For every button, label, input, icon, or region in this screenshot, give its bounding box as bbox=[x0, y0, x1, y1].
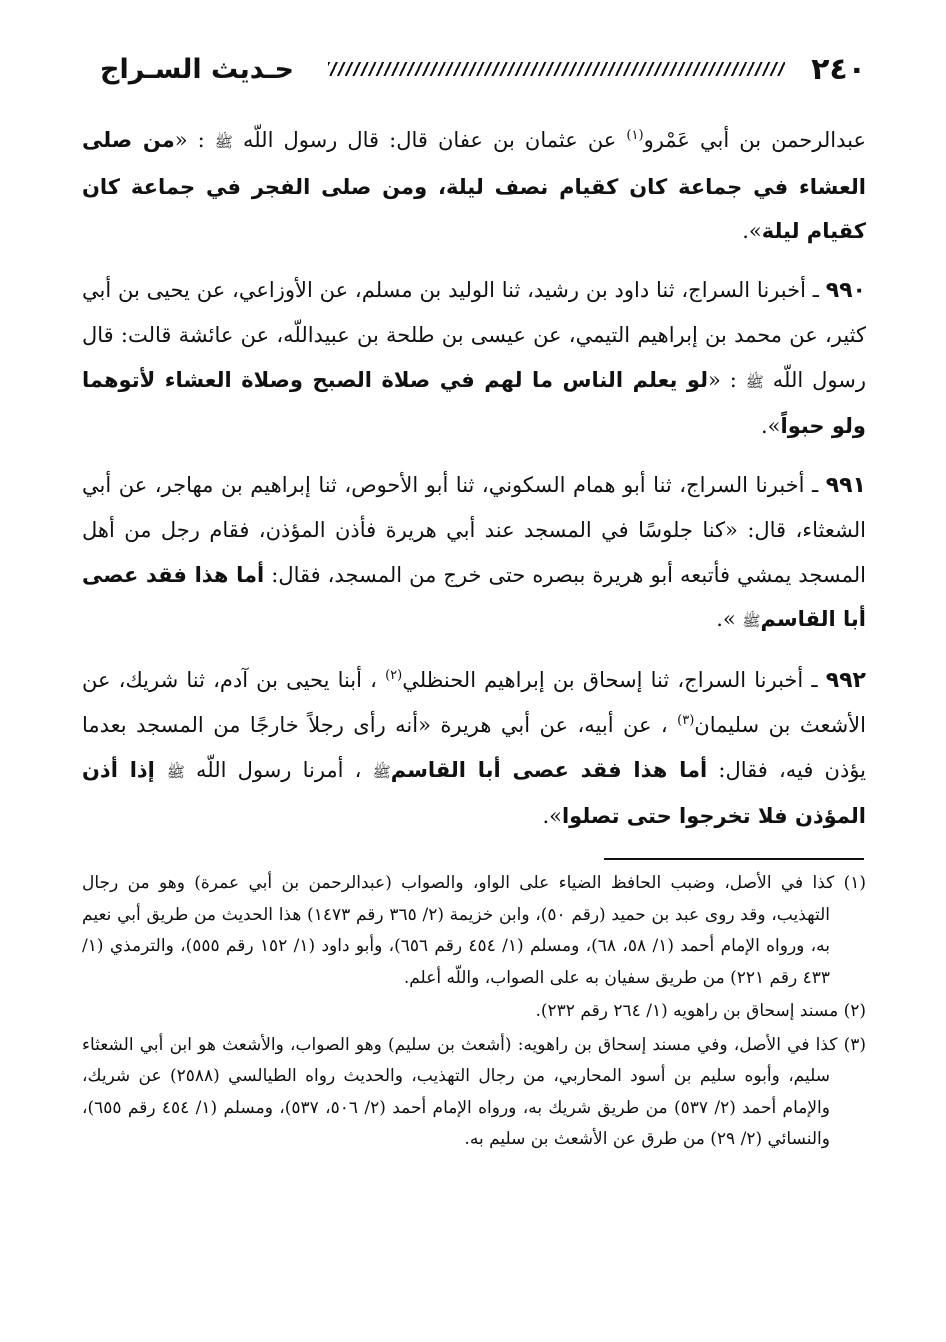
hadith-matn: أما هذا فقد عصى أبا القاسم bbox=[390, 757, 708, 782]
hadith-matn: من صلى العشاء في جماعة كان كقيام نصف ليلة، ومن صلى الفجر في جماعة كان كقيام ليلة bbox=[82, 128, 866, 243]
text-run: ». bbox=[716, 607, 743, 631]
page-number: ٢٤٠ bbox=[811, 51, 866, 87]
page-header bbox=[100, 44, 866, 94]
text-run: عبدالرحمن بن أبي عَمْرو bbox=[643, 128, 866, 152]
hadith-991 bbox=[82, 463, 866, 644]
footnote-marker: (١) bbox=[843, 873, 866, 893]
text-run: ». bbox=[742, 219, 762, 243]
footnote-text: كذا في الأصل، وضبب الحافظ الضياء على الواو، والصواب (عبدالرحمن بن أبي عمرة) وهو من رجال التهذيب، وقد روى عبد بن حميد (رقم ٥٠)، وابن خزيمة (٢/ ٣٦٥ رقم ١٤٧٣) هذا الحديث من طريق أبي نعيم به، ورواه الإمام أحمد (١/ ٥٨، ٦٨)، ومسلم (١/ ٤٥٤ رقم ٦٥٦)، وأبو داود (١/ ١٥٢ رقم ٥٥٥)، والترمذي (١/ ٤٣٣ رقم ٢٢١) من طريق سفيان به على الصواب، واللّه أعلم. bbox=[82, 873, 844, 988]
salawat-glyph: ﷺ bbox=[742, 612, 761, 630]
footnote-1 bbox=[82, 868, 866, 994]
salawat-glyph: ﷺ bbox=[166, 762, 185, 781]
footnote-2 bbox=[82, 996, 866, 1028]
text-run: : « bbox=[174, 128, 215, 152]
text-run: عن عثمان بن عفان قال: قال رسول اللّه bbox=[232, 128, 627, 152]
footnote-marker: (٣) bbox=[843, 1034, 866, 1055]
hadith-matn: أما هذا فقد عصى أبا القاسم bbox=[82, 562, 866, 631]
footnote-ref-2: (٢) bbox=[385, 667, 403, 683]
footnote-ref-3: (٣) bbox=[677, 713, 695, 728]
hadith-990 bbox=[82, 268, 866, 449]
footnote-separator bbox=[604, 858, 864, 860]
paragraph-continuation bbox=[82, 118, 866, 254]
hadith-matn: لو يعلم الناس ما لهم في صلاة الصبح وصلاة العشاء لأتوهما ولو حبواً bbox=[82, 367, 866, 438]
salawat-glyph: ﷺ bbox=[372, 762, 391, 781]
footnotes bbox=[82, 868, 866, 1158]
text-run: : « bbox=[707, 367, 746, 392]
footnote-3 bbox=[82, 1030, 866, 1156]
header-decorative-rule bbox=[328, 62, 785, 76]
footnote-ref-1: (١) bbox=[626, 128, 644, 143]
isnad-text: ، أبنا يحيى بن آدم، ثنا شريك، عن الأشعث بن سليمان bbox=[82, 667, 866, 737]
salawat-glyph: ﷺ bbox=[214, 133, 233, 151]
isnad-text: ـ أخبرنا السراج، ثنا أبو همام السكوني، ثنا أبو الأحوص، ثنا إبراهيم بن مهاجر، عن أبي الشعثاء، قال: «كنا جلوسًا في المسجد عند أبي هريرة فأذن المؤذن، فقام رجل من أهل المسجد يمشي فأتبعه أبو هريرة ببصره حتى خرج من المسجد، فقال: bbox=[82, 472, 866, 587]
hadith-number: ٩٩١ bbox=[825, 472, 866, 498]
book-title: حـديث السـراج bbox=[100, 53, 295, 85]
text-run: ، عن أبيه، عن أبي هريرة «أنه رأى رجلاً خارجًا من المسجد بعدما يؤذن فيه، فقال: bbox=[82, 713, 866, 782]
text-run: ، أمرنا رسول اللّه bbox=[184, 757, 373, 782]
hadith-matn: إذا أذن المؤذن فلا تخرجوا حتى تصلوا bbox=[82, 757, 866, 828]
hadith-number: ٩٩٢ bbox=[825, 667, 866, 693]
isnad-text: ـ أخبرنا السراج، ثنا داود بن رشيد، ثنا الوليد بن مسلم، عن الأوزاعي، عن يحيى بن أبي كثير، عن محمد بن إبراهيم التيمي، عن عيسى بن طلحة بن عبيداللّه، عن عائشة قالت: قال رسول اللّه bbox=[82, 277, 866, 392]
text-run: ». bbox=[760, 414, 781, 438]
footnote-marker: (٢) bbox=[843, 1001, 866, 1021]
text-run: ». bbox=[542, 804, 562, 828]
isnad-text: ـ أخبرنا السراج، ثنا إسحاق بن إبراهيم الحنظلي bbox=[402, 667, 826, 692]
hadith-number: ٩٩٠ bbox=[825, 277, 866, 303]
footnote-text: مسند إسحاق بن راهويه (١/ ٢٦٤ رقم ٢٣٢). bbox=[535, 1001, 844, 1021]
main-text bbox=[82, 118, 866, 853]
hadith-992 bbox=[82, 658, 866, 839]
footnote-text: كذا في الأصل، وفي مسند إسحاق بن راهويه: (أشعث بن سليم) وهو الصواب، والأشعث هو ابن أبي الشعثاء سليم، وأبوه سليم بن أسود المحاربي، من رجال التهذيب، والحديث رواه الطيالسي (٢٥٨٨) عن شريك، والإمام أحمد (٢/ ٥٣٧) من طريق شريك به، ورواه الإمام أحمد (٢/ ٥٠٦، ٥٣٧)، ومسلم (١/ ٤٥٤ رقم ٦٥٥)، والنسائي (٢/ ٢٩) من طرق عن الأشعث بن سليم به. bbox=[82, 1034, 844, 1149]
salawat-glyph: ﷺ bbox=[745, 372, 764, 391]
